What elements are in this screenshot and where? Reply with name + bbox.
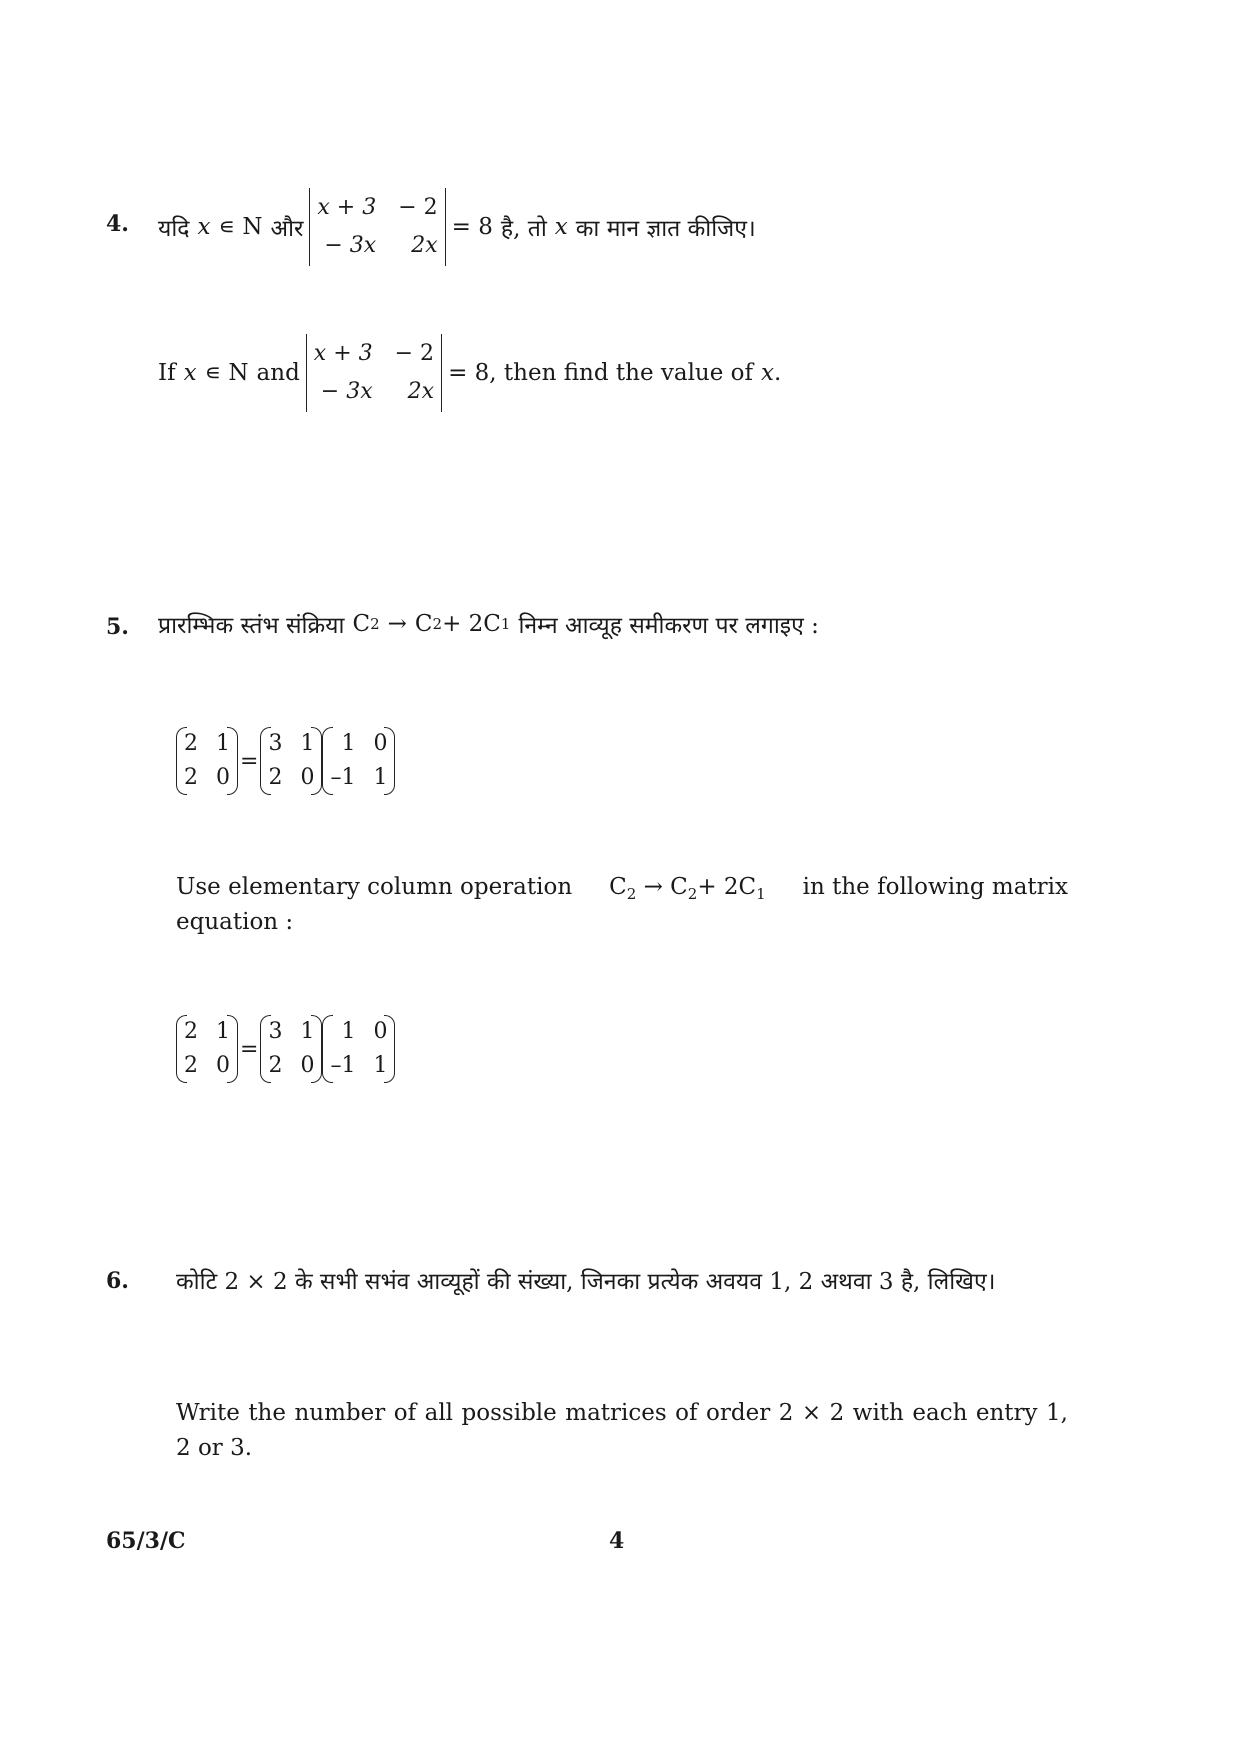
matrix-a — [176, 1015, 238, 1083]
q5-plus: + 2C — [697, 874, 757, 900]
matrix-cell: 0 — [300, 765, 315, 790]
det-cell: − 2 — [398, 195, 438, 220]
equals-sign: = — [240, 748, 259, 774]
q5-c: C — [670, 874, 688, 900]
matrix-c — [322, 727, 395, 795]
matrix-cell: –1 — [330, 1053, 356, 1078]
q5-english-statement — [176, 870, 1068, 940]
matrix-cell: 2 — [184, 765, 198, 790]
q4-var-x: x — [197, 214, 211, 240]
q4-en-end: . — [774, 360, 782, 386]
matrix-cell: 0 — [216, 1053, 230, 1078]
matrix-cell: 2 — [268, 765, 283, 790]
q4-hi-post2: का मान ज्ञात कीजिए। — [575, 216, 756, 242]
matrix-cell: 1 — [373, 765, 388, 790]
matrix-cell: 0 — [373, 1019, 388, 1044]
q5-c: C — [609, 874, 627, 900]
q4-var-x: x — [761, 360, 775, 386]
matrix-a — [176, 727, 238, 795]
matrix-cell: 2 — [184, 1053, 198, 1078]
det-cell: − 2 — [394, 341, 435, 366]
q4-determinant — [309, 188, 445, 266]
q4-en-pre: If — [158, 360, 176, 386]
matrix-b — [260, 1015, 322, 1083]
q4-in-n: ∊ N — [204, 360, 249, 386]
matrix-c — [322, 1015, 395, 1083]
matrix-cell: 2 — [184, 731, 198, 756]
q5-matrix-equation-2 — [176, 1015, 395, 1083]
matrix-cell: 1 — [216, 731, 230, 756]
q5-arrow: → — [643, 874, 663, 900]
q5-arrow: → — [387, 611, 407, 637]
q5-en-line2: equation : — [176, 909, 294, 935]
q5-sub: 1 — [756, 885, 766, 903]
matrix-cell: 1 — [341, 731, 356, 756]
q5-hi-post: निम्न आव्यूह समीकरण पर लगाइए : — [518, 613, 819, 639]
q5-plus: + 2C — [442, 611, 501, 637]
q4-var-x: x — [554, 214, 568, 240]
q5-hindi-statement: प्रारम्भिक स्तंभ संक्रिया C 2 → C 2 + 2C 1 निम्न आव्यूह समीकरण पर लगाइए : — [158, 608, 819, 640]
q4-en-post: , then find the value of — [489, 360, 754, 386]
q4-en-and: and — [256, 360, 300, 386]
matrix-cell: 1 — [216, 1019, 230, 1044]
q4-english-statement — [158, 334, 781, 412]
det-cell: 2x — [407, 379, 435, 404]
q4-hi-post1: है, तो — [500, 216, 547, 242]
matrix-cell: 0 — [300, 1053, 315, 1078]
question-number-4: 4. — [106, 211, 129, 237]
q6-english-statement: Write the number of all possible matrices of order 2 × 2 with each entry 1, 2 or 3. — [176, 1400, 1068, 1461]
q5-en-post: in the following matrix — [802, 874, 1068, 900]
det-cell: 2x — [411, 233, 438, 258]
question-number-5: 5. — [106, 614, 129, 640]
q4-in-n: ∊ N — [218, 214, 263, 240]
matrix-cell: 3 — [268, 731, 283, 756]
matrix-cell: –1 — [330, 765, 356, 790]
det-cell: − 3x — [324, 233, 377, 258]
matrix-cell: 1 — [373, 1053, 388, 1078]
page-number: 4 — [609, 1528, 625, 1554]
matrix-cell: 1 — [341, 1019, 356, 1044]
q5-matrix-equation-1 — [176, 727, 395, 795]
q5-hi-pre: प्रारम्भिक स्तंभ संक्रिया — [158, 613, 345, 639]
q4-hi-and: और — [270, 216, 304, 242]
matrix-b — [260, 727, 322, 795]
q5-en-pre: Use elementary column operation — [176, 874, 573, 900]
q6-hindi-statement: कोटि 2 × 2 के सभी सभंव आव्यूहों की संख्या, जिनका प्रत्येक अवयव 1, 2 अथवा 3 है, लिखिए। — [176, 1269, 996, 1295]
q4-en-equals: = 8 — [448, 360, 490, 386]
q4-hi-pre: यदि — [158, 216, 190, 242]
q4-equals: = 8 — [451, 214, 493, 240]
matrix-cell: 0 — [373, 731, 388, 756]
q4-determinant — [306, 334, 442, 412]
matrix-cell: 0 — [216, 765, 230, 790]
q5-sub: 2 — [687, 885, 698, 903]
matrix-cell: 1 — [300, 1019, 315, 1044]
det-cell: − 3x — [320, 379, 373, 404]
matrix-cell: 3 — [268, 1019, 283, 1044]
matrix-cell: 2 — [184, 1019, 198, 1044]
matrix-cell: 2 — [268, 1053, 283, 1078]
det-cell: x + 3 — [317, 195, 377, 220]
q4-hindi-statement — [158, 188, 756, 266]
q5-c: C — [352, 611, 371, 637]
equals-sign: = — [240, 1036, 259, 1062]
q5-c: C — [414, 611, 433, 637]
paper-code: 65/3/C — [106, 1528, 186, 1554]
q5-sub: 2 — [626, 885, 637, 903]
det-cell: x + 3 — [313, 341, 373, 366]
question-number-6: 6. — [106, 1268, 129, 1294]
q4-var-x: x — [183, 360, 197, 386]
matrix-cell: 1 — [300, 731, 315, 756]
